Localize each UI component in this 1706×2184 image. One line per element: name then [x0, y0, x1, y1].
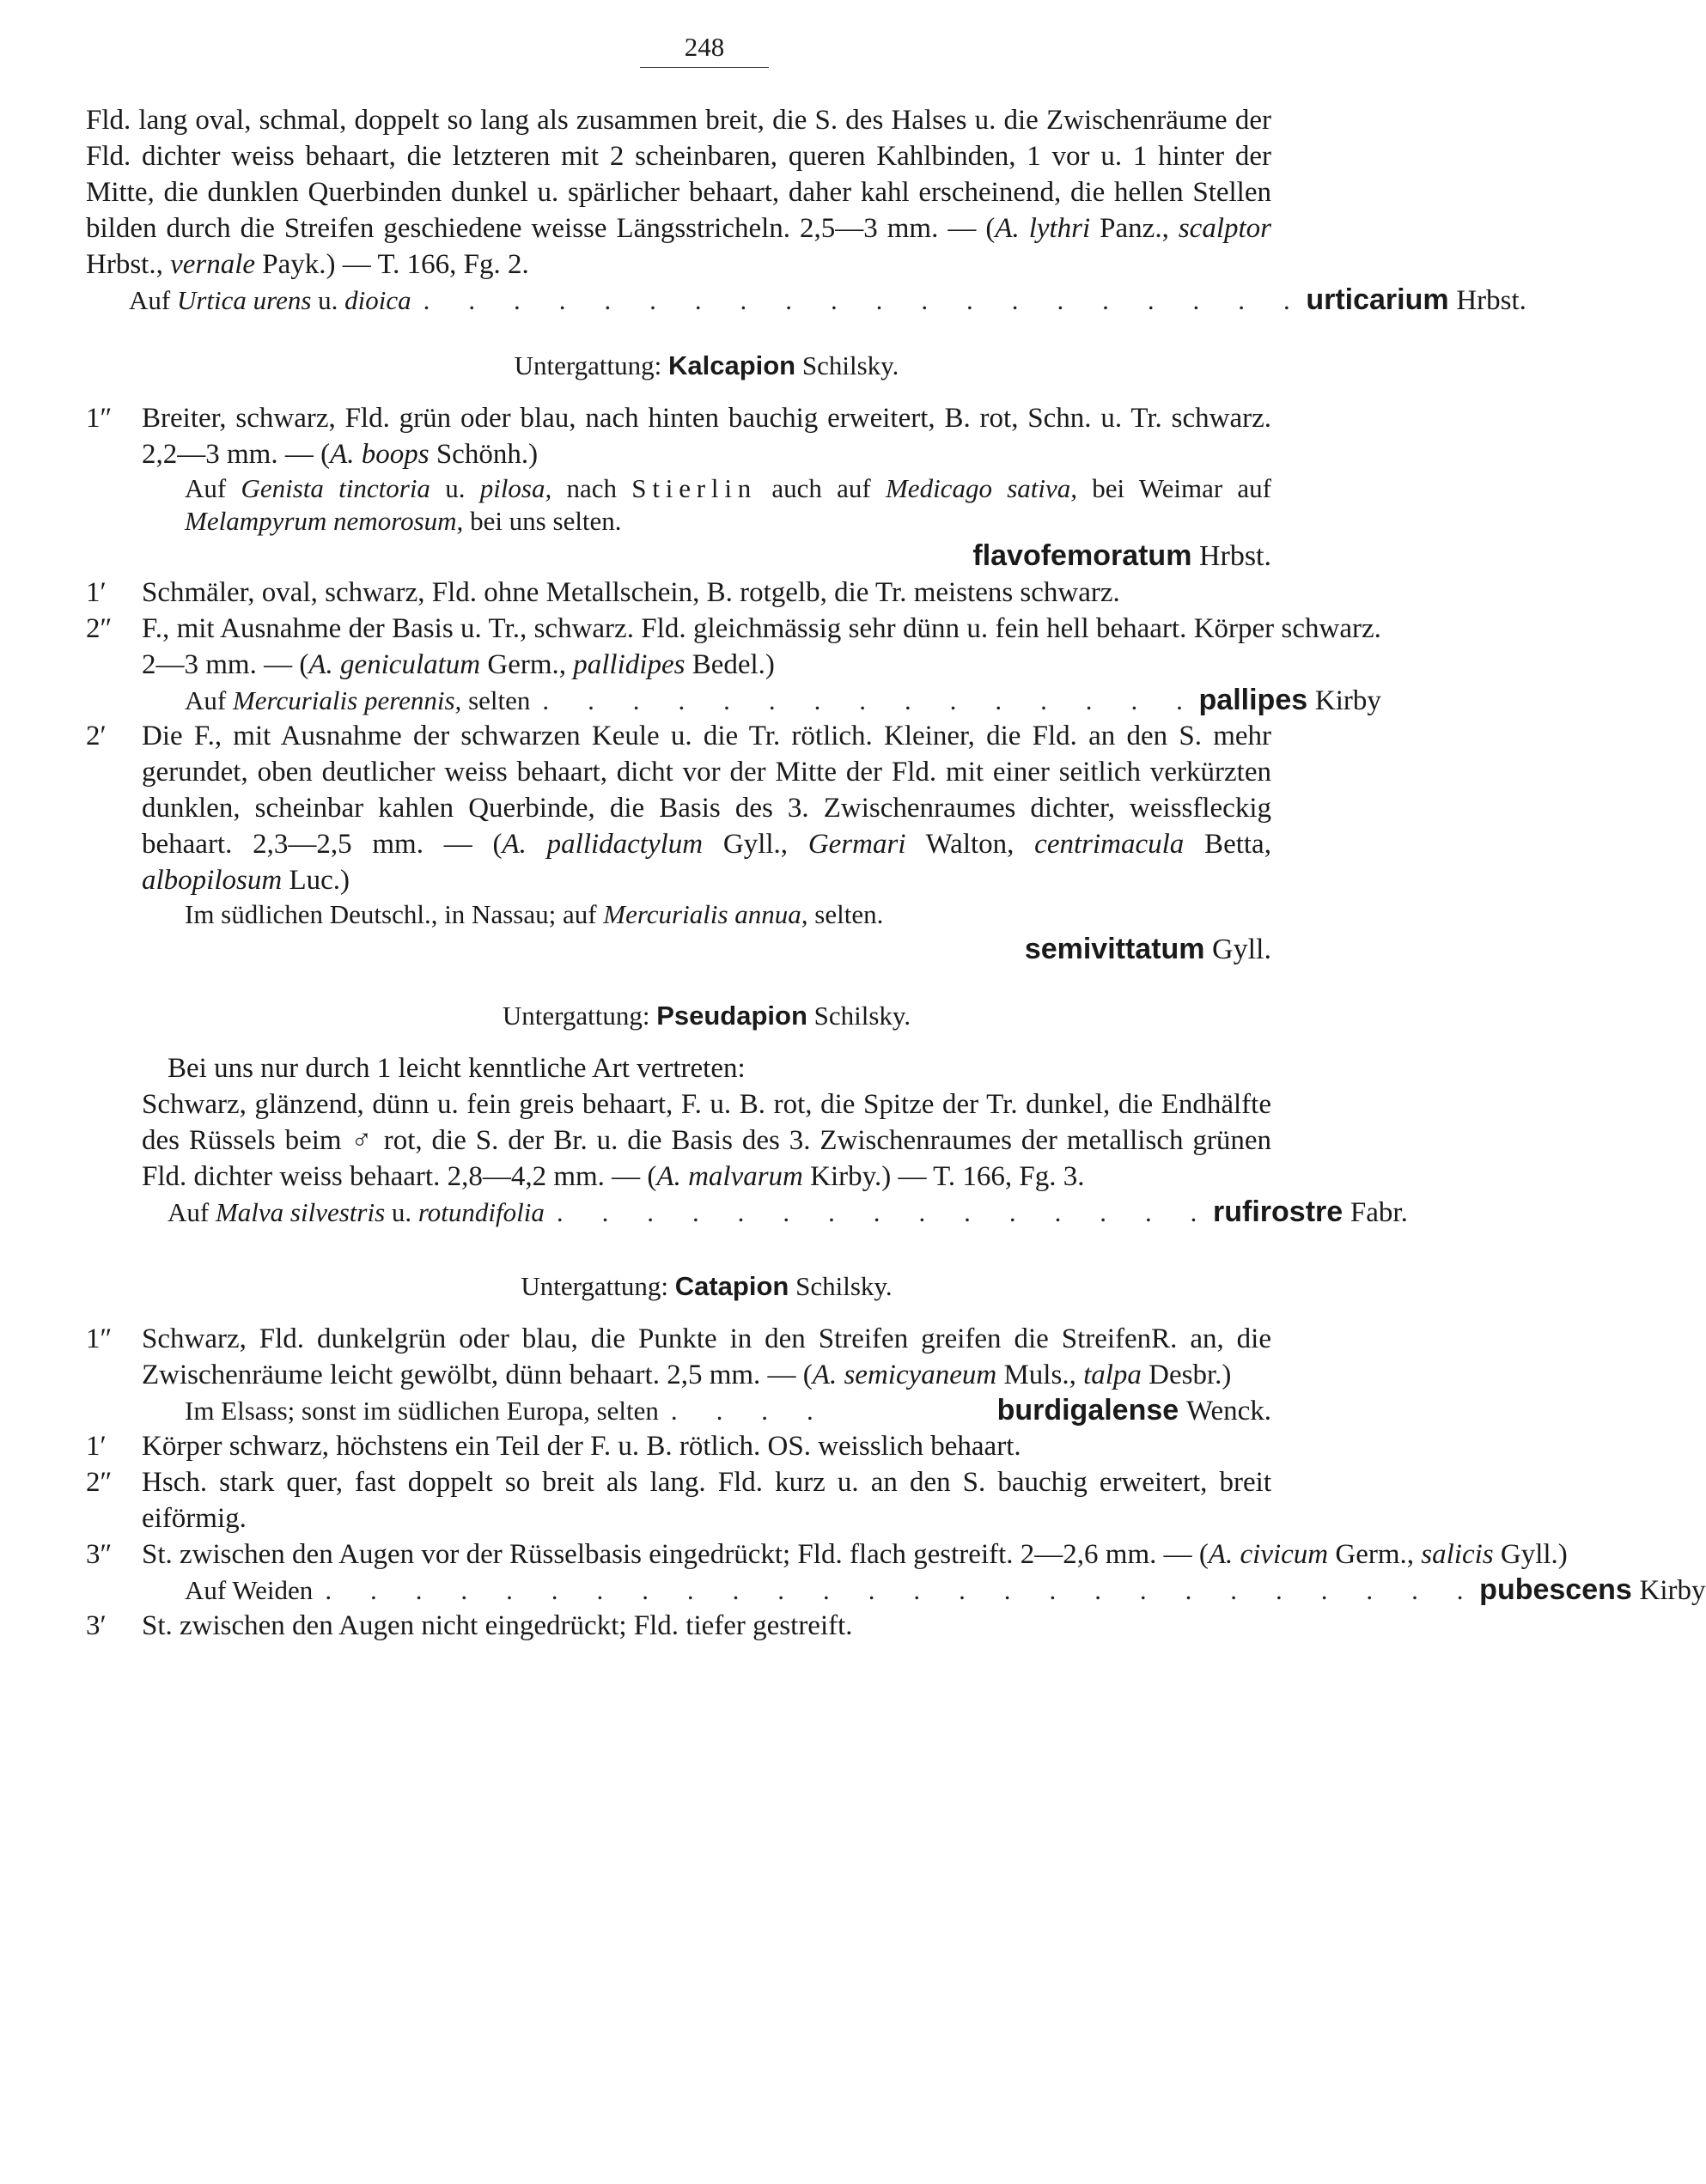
subgenus-heading-pseudapion: Untergattung: Pseudapion Schilsky.	[502, 1001, 911, 1031]
text-run: Fld. lang oval, schmal, doppelt so lang als zusammen breit, die S. des Halses u. die Zwischenräume der Fld. dichter weiss behaart, die letzteren mit 2 scheinbaren, queren Kahlbinden, 1 vor u. 1 hinter der Mitte, die dunklen Querbinden dunkel u. spärlicher behaart, daher kahl erscheinend, die hellen Stellen bilden durch die Streifen geschiedene weisse Längsstricheln. 2,5—3 mm. — (	[86, 105, 1271, 245]
leader-dots: . . . . . . . . . . . . . . . . . . . .	[423, 285, 1307, 316]
species-name: rufirostre Fabr.	[1213, 1195, 1408, 1229]
key-entry	[86, 1464, 1271, 1536]
host-line	[142, 1195, 1408, 1230]
entry-text: St. zwischen den Augen vor der Rüsselbasis eingedrückt; Fld. flach gestreift. 2—2,6 mm. — (A. civicum Germ., salicis Gyll.)	[142, 1539, 1568, 1571]
leader-dots: . . . . . . . . . . . . . . .	[556, 1197, 1214, 1228]
host-text: Auf Weiden	[185, 1575, 314, 1606]
leader-dots: . . . .	[670, 1396, 830, 1427]
text-run: Hrbst.,	[86, 249, 171, 281]
entry-text: Körper schwarz, höchstens ein Teil der F. u. B. rötlich. OS. weisslich behaart.	[142, 1431, 1021, 1463]
host-line	[142, 1573, 1706, 1608]
synonym: vernale	[170, 249, 256, 281]
host-line	[142, 1393, 1271, 1428]
key-number: 3″	[86, 1539, 113, 1571]
species-name: flavofemoratum Hrbst.	[972, 539, 1271, 573]
top-paragraph	[86, 102, 1271, 283]
host-line	[86, 283, 1526, 318]
synonym: A. lythri	[995, 213, 1091, 245]
entry-text: Breiter, schwarz, Fld. grün oder blau, nach hinten bauchig erweitert, B. rot, Schn. u. Tr. schwarz. 2,2—3 mm. — (A. boops Schönh.)	[142, 403, 1271, 471]
species-name: pubescens Kirby	[1479, 1573, 1706, 1607]
entry-text: Hsch. stark quer, fast doppelt so breit als lang. Fld. kurz u. an den S. bauchig erweitert, breit eiförmig.	[142, 1467, 1271, 1535]
entry-text: Schmäler, oval, schwarz, Fld. ohne Metallschein, B. rotgelb, die Tr. meistens schwarz.	[142, 577, 1120, 609]
key-number: 2′	[86, 721, 107, 752]
key-number: 2″	[86, 613, 113, 645]
entry-text: Die F., mit Ausnahme der schwarzen Keule u. die Tr. rötlich. Kleiner, die Fld. an den S. mehr gerundet, oben deutlicher weiss behaart, dicht vor der Mitte der Fld. mit einer seitlich verkürzten dunklen, scheinbar kahlen Querbinde, die Basis des 3. Zwischenraumes dichter, weissfleckig behaart. 2,3—2,5 mm. — (A. pallidactylum Gyll., Germari Walton, centrimacula Betta, albopilosum Luc.)	[142, 721, 1271, 897]
text-run: Panz.,	[1090, 213, 1179, 245]
page-number: 248	[684, 32, 725, 62]
entry-text: F., mit Ausnahme der Basis u. Tr., schwarz. Fld. gleichmässig sehr dünn u. fein hell behaart. Körper schwarz. 2—3 mm. — (A. geniculatum Germ., pallidipes Bedel.)	[142, 613, 1381, 681]
host-text: Im Elsass; sonst im südlichen Europa, selten	[185, 1396, 659, 1427]
intro-text: Bei uns nur durch 1 leicht kenntliche Art vertreten:	[168, 1053, 746, 1085]
key-number: 1′	[86, 577, 107, 609]
species-name: semivittatum Gyll.	[1024, 933, 1271, 966]
synonym: scalptor	[1178, 213, 1271, 245]
host-text: Auf Mercurialis perennis, selten	[185, 685, 531, 716]
leader-dots: . . . . . . . . . . . . . . . . . . . . . . . . . .	[325, 1575, 1480, 1606]
key-entry	[86, 718, 1271, 968]
entry-text: St. zwischen den Augen nicht eingedrückt; Fld. tiefer gestreift.	[142, 1610, 853, 1642]
subgenus-heading-kalcapion: Untergattung: Kalcapion Schilsky.	[514, 350, 899, 381]
content	[86, 102, 1706, 1644]
entry-text: Schwarz, Fld. dunkelgrün oder blau, die Punkte in den Streifen greifen die StreifenR. an, die Zwischenräume leicht gewölbt, dünn behaart. 2,5 mm. — (A. semicyaneum Muls., talpa Desbr.)	[142, 1323, 1271, 1391]
key-entry	[86, 1536, 1706, 1608]
species-name: burdigalense Wenck.	[996, 1394, 1271, 1427]
host-note: Im südlichen Deutschl., in Nassau; auf Mercurialis annua, selten.	[185, 899, 884, 930]
entry-text: Schwarz, glänzend, dünn u. fein greis behaart, F. u. B. rot, die Spitze der Tr. dunkel, die Endhälfte des Rüssels beim ♂ rot, die S. der Br. u. die Basis des 3. Zwischenraumes der metallisch grünen Fld. dichter weiss behaart. 2,8—4,2 mm. — (A. malvarum Kirby.) — T. 166, Fg. 3.	[142, 1089, 1271, 1193]
host-note: Auf Genista tinctoria u. pilosa, nach Stierlin auch auf Medicago sativa, bei Weimar auf Melampyrum nemorosum, bei uns selten.	[185, 473, 1271, 537]
text-run: Payk.) — T. 166, Fg. 2.	[255, 249, 529, 281]
key-number: 1″	[86, 1323, 113, 1355]
key-entry	[86, 1608, 1271, 1644]
species-name: urticarium Hrbst.	[1306, 283, 1526, 317]
host-text: Auf Malva silvestris u. rotundifolia	[168, 1197, 545, 1228]
key-number: 1′	[86, 1431, 107, 1463]
subgenus-heading-catapion: Untergattung: Catapion Schilsky.	[521, 1271, 893, 1302]
key-entry	[86, 1321, 1271, 1428]
page-number-rule	[640, 67, 769, 68]
leader-dots: . . . . . . . . . . . . . . .	[542, 685, 1199, 716]
pseudapion-block	[142, 1050, 1408, 1230]
host-line	[142, 683, 1381, 718]
key-entry	[86, 400, 1271, 575]
key-entry	[86, 1428, 1271, 1464]
key-number: 1″	[86, 403, 113, 435]
key-number: 3′	[86, 1610, 107, 1642]
host-text: Auf Urtica urens u. dioica	[129, 285, 411, 316]
key-number: 2″	[86, 1467, 113, 1499]
key-entry	[86, 611, 1381, 718]
species-name: pallipes Kirby	[1198, 684, 1381, 717]
key-entry	[86, 575, 1271, 611]
